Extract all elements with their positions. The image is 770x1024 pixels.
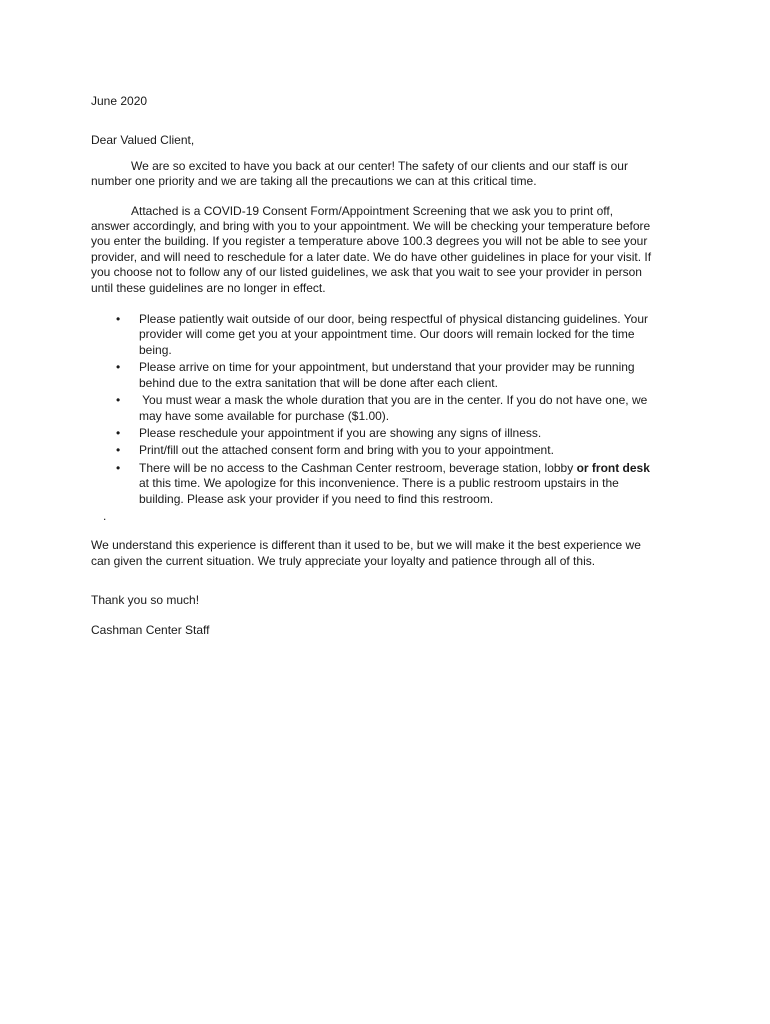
bullet-icon: • bbox=[116, 360, 121, 375]
letter-body bbox=[91, 94, 681, 638]
list-item-line: provider will come get you at your appointment time. Our doors will remain locked for the time bbox=[139, 327, 635, 342]
bullet-icon: • bbox=[116, 460, 121, 475]
list-item-text: There will be no access to the Cashman Center restroom, beverage station, lobby bbox=[139, 460, 577, 475]
paragraph-line: We understand this experience is different than it used to be, but we will make it the best experience we bbox=[91, 538, 641, 553]
list-item bbox=[91, 393, 681, 424]
closing-paragraph bbox=[91, 538, 681, 569]
list-item-line: Print/fill out the attached consent form and bring with you to your appointment. bbox=[139, 443, 554, 458]
list-item-line: Please patiently wait outside of our door, being respectful of physical distancing guidelines. Your bbox=[139, 312, 648, 327]
list-item bbox=[91, 426, 681, 441]
paragraph-line: We are so excited to have you back at our center! The safety of our clients and our staff is our bbox=[131, 158, 628, 173]
list-item-line: at this time. We apologize for this inconvenience. There is a public restroom upstairs in the bbox=[139, 476, 619, 491]
paragraph-line: you choose not to follow any of our listed guidelines, we ask that you wait to see your provider in person bbox=[91, 265, 642, 280]
list-item-line: Please arrive on time for your appointment, but understand that your provider may be running bbox=[139, 360, 635, 375]
paragraph-line: you enter the building. If you register a temperature above 100.3 degrees you will not be able to see your bbox=[91, 234, 648, 249]
paragraph-line: number one priority and we are taking all the precautions we can at this critical time. bbox=[91, 174, 537, 189]
stray-period: . bbox=[103, 508, 107, 523]
letter-date: June 2020 bbox=[91, 94, 148, 108]
list-item-bold-text: or front desk bbox=[576, 460, 650, 475]
list-item-line: may have some available for purchase ($1.00). bbox=[139, 408, 390, 423]
list-item-line: being. bbox=[139, 342, 172, 357]
bullet-icon: • bbox=[116, 312, 121, 327]
letter-salutation: Dear Valued Client, bbox=[91, 133, 195, 148]
screening-paragraph bbox=[91, 204, 681, 296]
list-item-line: behind due to the extra sanitation that will be done after each client. bbox=[139, 375, 498, 390]
paragraph-line: provider, and will need to reschedule for a later date. We do have other guidelines in place for your visit. If bbox=[91, 249, 652, 264]
thanks-line: Thank you so much! bbox=[91, 593, 200, 608]
list-item-line: Please reschedule your appointment if you are showing any signs of illness. bbox=[139, 425, 542, 440]
paragraph-line: can given the current situation. We truly appreciate your loyalty and patience through all of this. bbox=[91, 553, 596, 568]
list-item-line bbox=[139, 461, 681, 476]
list-item-line: You must wear a mask the whole duration that you are in the center. If you do not have one, we bbox=[139, 393, 648, 408]
intro-paragraph bbox=[91, 159, 681, 190]
list-item bbox=[91, 312, 681, 358]
bullet-icon: • bbox=[116, 393, 121, 408]
bullet-icon: • bbox=[116, 443, 121, 458]
paragraph-line: until these guidelines are no longer in effect. bbox=[91, 280, 326, 295]
list-item bbox=[91, 443, 681, 458]
list-item bbox=[91, 461, 681, 507]
bullet-icon: • bbox=[116, 425, 121, 440]
paragraph-line: Attached is a COVID-19 Consent Form/Appointment Screening that we ask you to print off, bbox=[131, 203, 614, 218]
signature: Cashman Center Staff bbox=[91, 622, 210, 637]
guidelines-list bbox=[91, 312, 681, 507]
list-item-line: building. Please ask your provider if you need to find this restroom. bbox=[139, 491, 494, 506]
paragraph-line: answer accordingly, and bring with you to your appointment. We will be checking your temperature before bbox=[91, 219, 651, 234]
list-item bbox=[91, 360, 681, 391]
